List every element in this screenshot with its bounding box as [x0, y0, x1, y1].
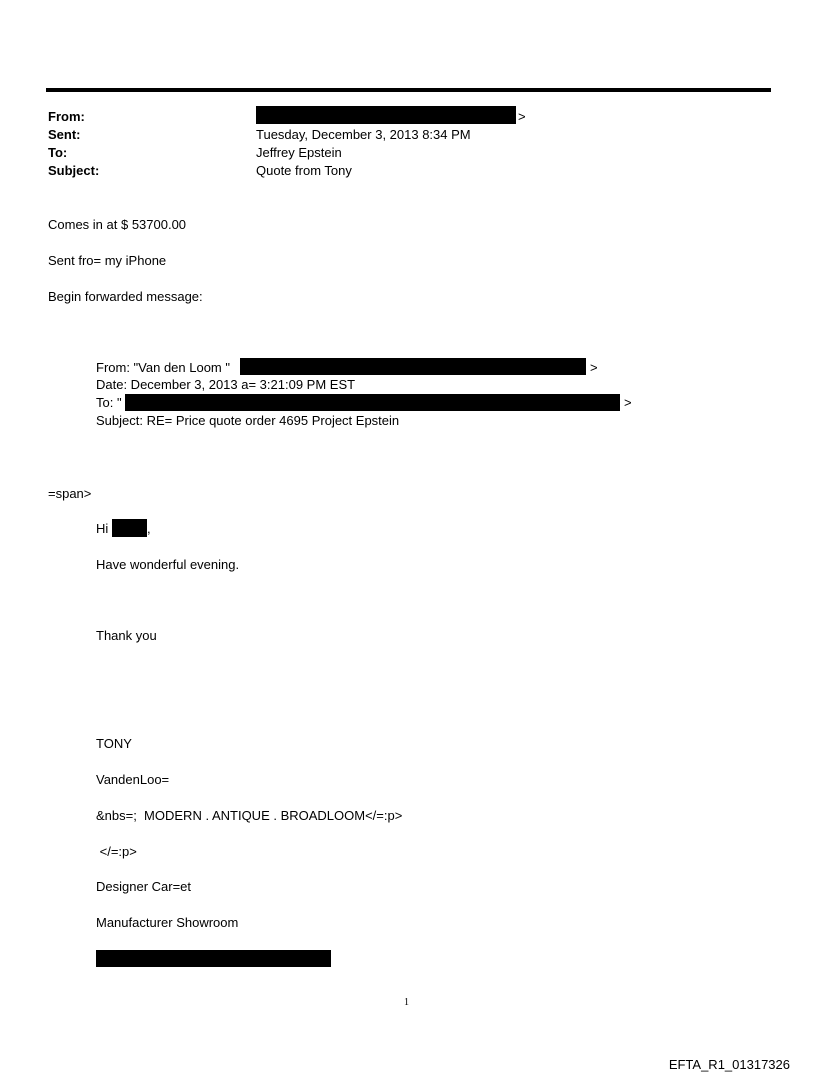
fwd-subject: Subject: RE= Price quote order 4695 Project Epstein — [96, 413, 400, 428]
evening-line: Have wonderful evening. — [96, 557, 240, 572]
sent-label: Sent: — [48, 127, 81, 142]
greeting: Hi — [96, 521, 109, 536]
subject-label: Subject: — [48, 163, 100, 178]
signature-showroom: Manufacturer Showroom — [96, 915, 239, 930]
redacted-fwd-from-address — [240, 358, 586, 375]
fwd-from-suffix: > — [590, 360, 598, 375]
document-id: EFTA_R1_01317326 — [668, 1057, 790, 1072]
body-line-sent-from: Sent fro= my iPhone — [48, 253, 167, 268]
sent-value: Tuesday, December 3, 2013 8:34 PM — [256, 127, 471, 142]
redacted-signature-contact — [96, 950, 331, 967]
from-suffix: > — [518, 109, 526, 124]
body-line-quote: Comes in at $ 53700.00 — [48, 217, 187, 232]
redacted-fwd-to-address — [125, 394, 620, 411]
signature-name: TONY — [96, 736, 132, 751]
header-rule — [46, 88, 771, 92]
from-label: From: — [48, 109, 85, 124]
signature-close-tag: </=:p> — [96, 844, 137, 859]
fwd-to-prefix: To: " — [96, 395, 122, 410]
fwd-date: Date: December 3, 2013 a= 3:21:09 PM EST — [96, 377, 356, 392]
signature-tagline: &nbs=; MODERN . ANTIQUE . BROADLOOM</=:p> — [96, 808, 403, 823]
page-number: 1 — [404, 997, 409, 1008]
body-line-forwarded: Begin forwarded message: — [48, 289, 203, 304]
thanks-line: Thank you — [96, 628, 157, 643]
subject-value: Quote from Tony — [256, 163, 352, 178]
to-label: To: — [48, 145, 68, 160]
signature-company: VandenLoo= — [96, 772, 170, 787]
redacted-recipient-name — [112, 519, 147, 537]
signature-designer: Designer Car=et — [96, 879, 192, 894]
to-value: Jeffrey Epstein — [256, 145, 342, 160]
fwd-from-prefix: From: "Van den Loom " — [96, 360, 230, 375]
span-artifact: =span> — [48, 486, 92, 501]
redacted-from-address — [256, 106, 516, 124]
fwd-to-suffix: > — [624, 395, 632, 410]
greeting-comma: , — [147, 521, 151, 536]
